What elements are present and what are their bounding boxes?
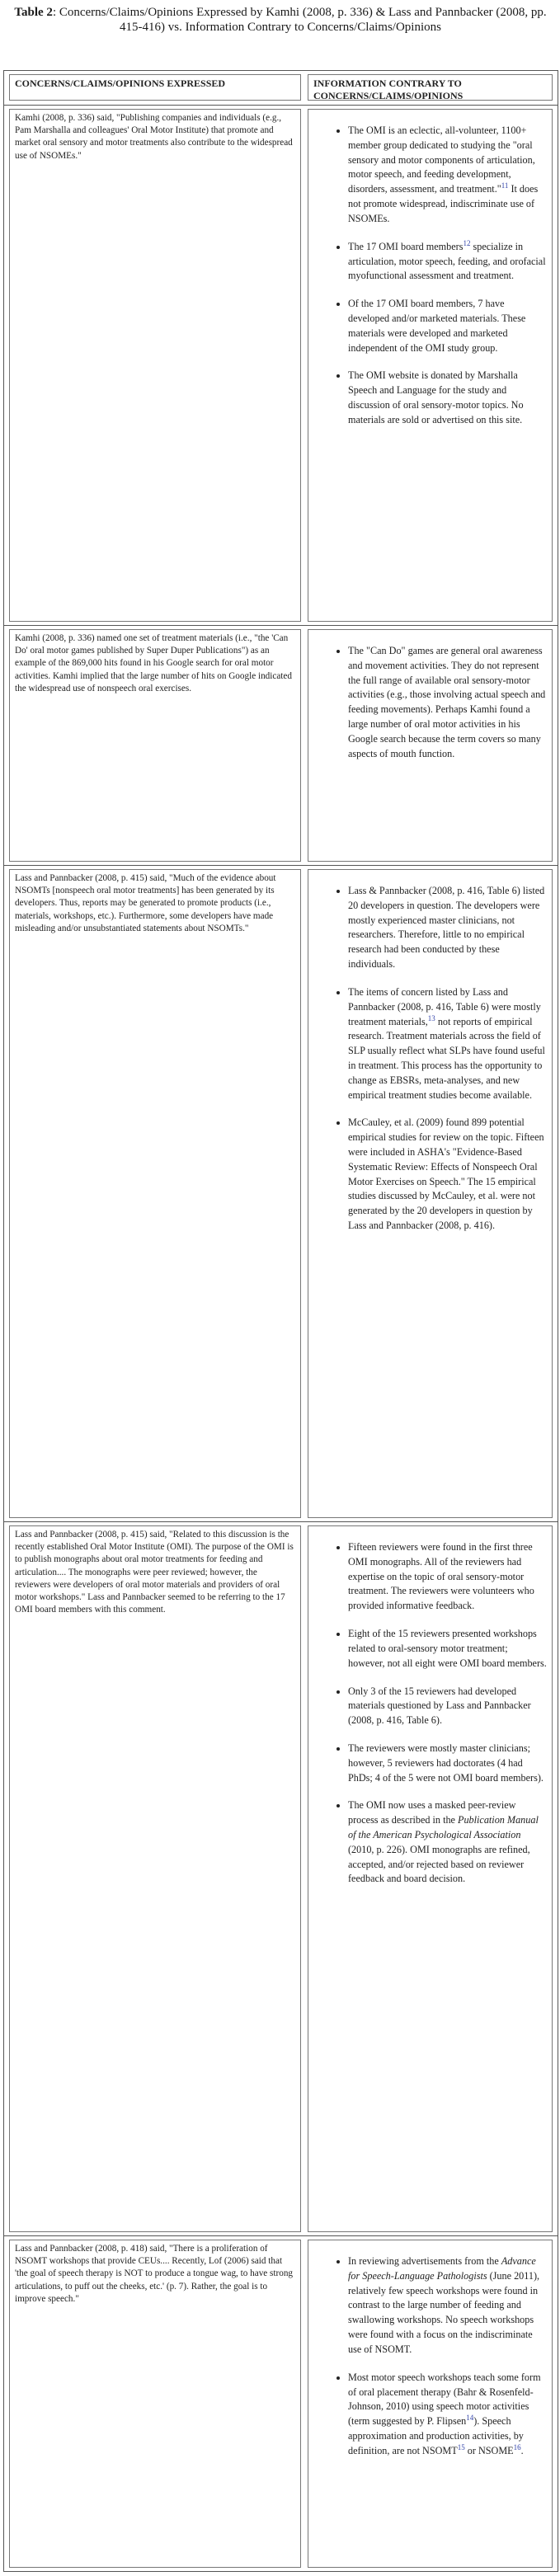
list-item: • The OMI is an eclectic, all-volunteer, 1100+ member group dedicated to studying the "oral sensory and motor components of articulation, motor speech, and feeding development, disorders, assessment, and treatment."$^{11}$ It does not promote widespread, indiscriminate use of NSOMEs. <box>348 124 547 227</box>
header-contrary: INFORMATION CONTRARY TO CONCERNS/CLAIMS/OPINIONS <box>308 74 553 101</box>
contrary-list <box>313 124 547 428</box>
contrary-cell <box>308 869 553 1518</box>
table-row <box>4 865 558 1521</box>
header-claims: CONCERNS/CLAIMS/OPINIONS EXPRESSED <box>9 74 301 101</box>
list-item: • The OMI now uses a masked peer-review process as described in the Publication Manual of the American Psychological Association (2010, p. 226). OMI monographs are refined, accepted, and/or rejected based on reviewer feedback and board decision. <box>348 1798 547 1887</box>
contrary-cell <box>308 629 553 862</box>
table-label: Table 2 <box>14 6 53 19</box>
table-row <box>4 625 558 865</box>
list-item: • McCauley, et al. (2009) found 899 potential empirical studies for review on the topic. Fifteen were included in ASHA's "Evidence-Based Systematic Review: Effects of Nonspeech Oral Motor Exercises on Speech." The 15 empirical studies discussed by McCauley, et al. were not generated by the 20 developers in question by Lass and Pannbacker (2008, p. 416). <box>348 1116 547 1234</box>
claim-cell: Lass and Pannbacker (2008, p. 415) said, "Much of the evidence about NSOMTs [nonspeech oral motor treatments] has been generated by its developers. Thus, reports may be generated to promote products (i.e., materials, workshops, etc.). Furthermore, some developers have made misleading and/or unsubstantiated statements about NSOMTs." <box>9 869 301 1518</box>
table-row <box>4 1521 558 2235</box>
comparison-table <box>3 70 558 2572</box>
table-title: : Concerns/Claims/Opinions Expressed by Kamhi (2008, p. 336) & Lass and Pannbacker (2008, pp. 415-416) vs. Information Contrary to Concerns/Claims/Opinions <box>52 6 547 35</box>
claim-cell: Lass and Pannbacker (2008, p. 418) said, "There is a proliferation of NSOMT workshops that provide CEUs.... Recently, Lof (2006) said that 'the goal of speech therapy is NOT to produce a tongue wag, to have strong articulations, to puff out the cheeks, etc.' (p. 7). Rather, the goal is to improve speech." <box>9 2240 301 2568</box>
list-item: • Most motor speech workshops teach some form of oral placement therapy (Bahr & Rosenfeld-Johnson, 2010) using speech motor activities (term suggested by P. Flipsen$^{14}$). Speech approximation and production activities, by definition, are not NSOMT$^{15}$ or NSOME$^{16}$. <box>348 2371 547 2459</box>
claim-cell: Lass and Pannbacker (2008, p. 415) said, "Related to this discussion is the recently established Oral Motor Institute (OMI). The purpose of the OMI is to publish monographs about oral motor treatments for feeding and articulation.... The monographs were peer reviewed; however, the reviewers were developers of oral motor materials and providers of oral motor workshops." Lass and Pannbacker seemed to be referring to the 17 OMI board members with this comment. <box>9 1525 301 2232</box>
list-item: • Only 3 of the 15 reviewers had developed materials questioned by Lass and Pannbacker (2008, p. 416, Table 6). <box>348 1685 547 1728</box>
contrary-cell <box>308 1525 553 2232</box>
contrary-list <box>313 2254 547 2459</box>
list-item: • Lass & Pannbacker (2008, p. 416, Table 6) listed 20 developers in question. The developers were mostly experienced master clinicians, not researchers. Therefore, little to no empirical research had been conducted by these individuals. <box>348 884 547 972</box>
claim-cell: Kamhi (2008, p. 336) said, "Publishing companies and individuals (e.g., Pam Marshalla and colleagues' Oral Motor Institute) that promote and market oral sensory and motor treatments also contribute to the widespread use of NSOMEs." <box>9 109 301 622</box>
claim-cell: Kamhi (2008, p. 336) named one set of treatment materials (i.e., "the 'Can Do' oral motor games published by Super Duper Publications") as an example of the 869,000 hits found in his Google search for oral motor activities. Kamhi implied that the large number of hits on Google indicated the widespread use of nonspeech oral exercises. <box>9 629 301 862</box>
contrary-cell <box>308 2240 553 2568</box>
table-header-row <box>4 71 558 104</box>
table-row <box>4 105 558 625</box>
list-item: • In reviewing advertisements from the Advance for Speech-Language Pathologists (June 2011), relatively few speech workshops were found in contrast to the large number of feeding and swallowing workshops. No speech workshops were found with a focus on the indiscriminate use of NSOMT. <box>348 2254 547 2357</box>
list-item: • The items of concern listed by Lass and Pannbacker (2008, p. 416, Table 6) were mostly treatment materials,$^{13}$ not reports of empirical research. Treatment materials across the field of SLP usually reflect what SLPs have found useful in treatment. This process has the opportunity to change as EBSRs, meta-analyses, and new empirical treatment studies become available. <box>348 985 547 1103</box>
table-row <box>4 2235 558 2571</box>
contrary-list <box>313 884 547 1234</box>
list-item: • Eight of the 15 reviewers presented workshops related to oral-sensory motor treatment; however, not all eight were OMI board members. <box>348 1627 547 1671</box>
list-item: • Fifteen reviewers were found in the first three OMI monographs. All of the reviewers had expertise on the topic of oral sensory-motor treatment. The reviewers were volunteers who provided informative feedback. <box>348 1540 547 1614</box>
list-item: • The reviewers were mostly master clinicians; however, 5 reviewers had doctorates (4 had PhDs; 4 of the 5 were not OMI board members). <box>348 1742 547 1785</box>
list-item: • Of the 17 OMI board members, 7 have developed and/or marketed materials. These materials were developed and marketed independent of the OMI study group. <box>348 297 547 355</box>
list-item: • The OMI website is donated by Marshalla Speech and Language for the study and discussion of oral sensory-motor topics. No materials are sold or advertised on this site. <box>348 369 547 427</box>
contrary-list <box>313 644 547 762</box>
contrary-list <box>313 1540 547 1887</box>
table-caption <box>7 5 554 35</box>
list-item: • The 17 OMI board members$^{12}$ specialize in articulation, motor speech, feeding, and orofacial myofunctional assessment and treatment. <box>348 240 547 284</box>
list-item: • The "Can Do" games are general oral awareness and movement activities. They do not represent the full range of available oral sensory-motor activities (e.g., those involving actual speech and feeding movements). Perhaps Kamhi found a large number of oral motor activities in his Google search because the term covers so many aspects of mouth function. <box>348 644 547 762</box>
contrary-cell <box>308 109 553 622</box>
